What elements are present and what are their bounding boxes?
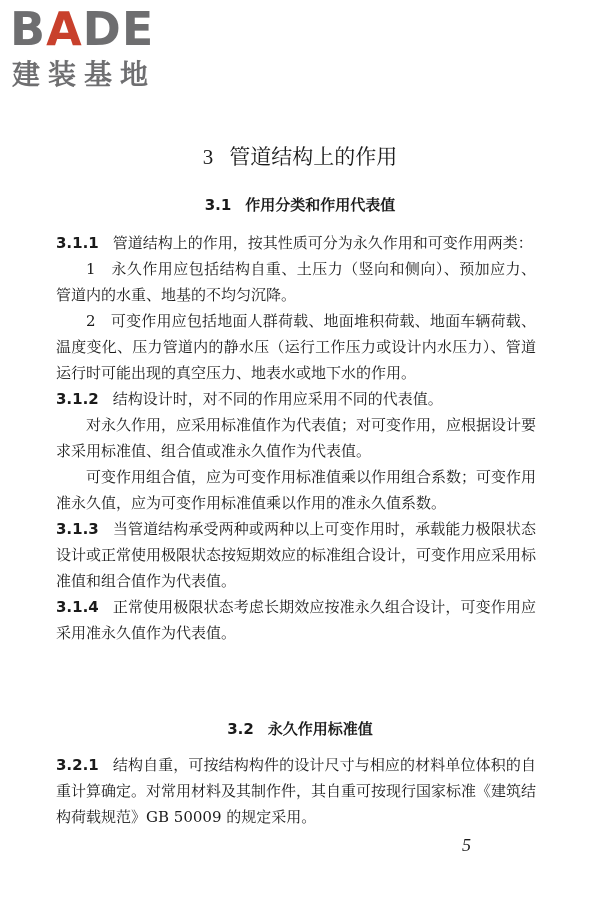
section-title-text: 永久作用标准值 xyxy=(267,720,373,738)
clause-number: 3.1.1 xyxy=(56,234,99,252)
clause-3-1-1 xyxy=(56,230,536,256)
clause-text: 当管道结构承受两种或两种以上可变作用时，承载能力极限状态设计或正常使用极限状态按短期效应的标准组合设计，可变作用应采用标准值和组合值作为代表值。 xyxy=(56,520,537,590)
section-number: 3.2 xyxy=(227,720,254,738)
section-number: 3.1 xyxy=(204,196,232,214)
logo-chinese-name: 建装基地 xyxy=(12,58,157,91)
chapter-number: 3 xyxy=(202,145,214,169)
clause-text: 结构设计时，对不同的作用应采用不同的代表值。 xyxy=(112,390,443,408)
clause-3-1-1-item-1: 1 永久作用应包括结构自重、土压力（竖向和侧向）、预加应力、管道内的水重、地基的不均匀沉降。 xyxy=(56,260,536,304)
clause-text: 正常使用极限状态考虑长期效应按准永久组合设计，可变作用应采用准永久值作为代表值。 xyxy=(56,598,536,642)
page-number: 5 xyxy=(462,835,471,855)
logo-letter-a-accent: A xyxy=(46,2,83,56)
clause-3-1-2-paragraph-2: 可变作用组合值，应为可变作用标准值乘以作用组合系数；可变作用准永久值，应为可变作用标准值乘以作用的准永久值系数。 xyxy=(56,468,537,512)
clause-3-1-2-paragraph-1: 对永久作用，应采用标准值作为代表值；对可变作用，应根据设计要求采用标准值、组合值或准永久值作为代表值。 xyxy=(56,416,537,460)
logo-wordmark xyxy=(10,4,154,54)
clause-number: 3.1.2 xyxy=(56,390,99,408)
section-heading-3-2 xyxy=(0,718,600,740)
clause-3-1-2 xyxy=(56,386,536,412)
section-3-1-body xyxy=(56,230,536,646)
clause-number: 3.2.1 xyxy=(56,756,99,774)
clause-number: 3.1.4 xyxy=(56,598,99,616)
clause-3-1-3 xyxy=(56,516,536,594)
logo-letters-de: DE xyxy=(82,2,155,56)
logo-letter-b: B xyxy=(10,2,47,56)
section-heading-3-1 xyxy=(0,194,600,216)
section-3-2-body xyxy=(56,752,536,830)
clause-number: 3.1.3 xyxy=(56,520,99,538)
clause-3-1-4 xyxy=(56,594,536,646)
clause-3-1-1-item-2: 2 可变作用应包括地面人群荷载、地面堆积荷载、地面车辆荷载、温度变化、压力管道内的静水压（运行工作压力或设计内水压力）、管道运行时可能出现的真空压力、地表水或地下水的作用。 xyxy=(56,312,536,382)
chapter-title-text: 管道结构上的作用 xyxy=(229,145,398,169)
clause-text: 管道结构上的作用，按其性质可分为永久作用和可变作用两类： xyxy=(112,234,533,252)
chapter-title xyxy=(0,142,600,172)
bade-logo xyxy=(10,4,180,94)
clause-text: 结构自重，可按结构构件的设计尺寸与相应的材料单位体积的自重计算确定。对常用材料及其制作件，其自重可按现行国家标准《建筑结构荷载规范》GB 50009 的规定采用。 xyxy=(56,756,537,826)
section-title-text: 作用分类和作用代表值 xyxy=(245,196,396,214)
clause-3-2-1 xyxy=(56,752,536,830)
